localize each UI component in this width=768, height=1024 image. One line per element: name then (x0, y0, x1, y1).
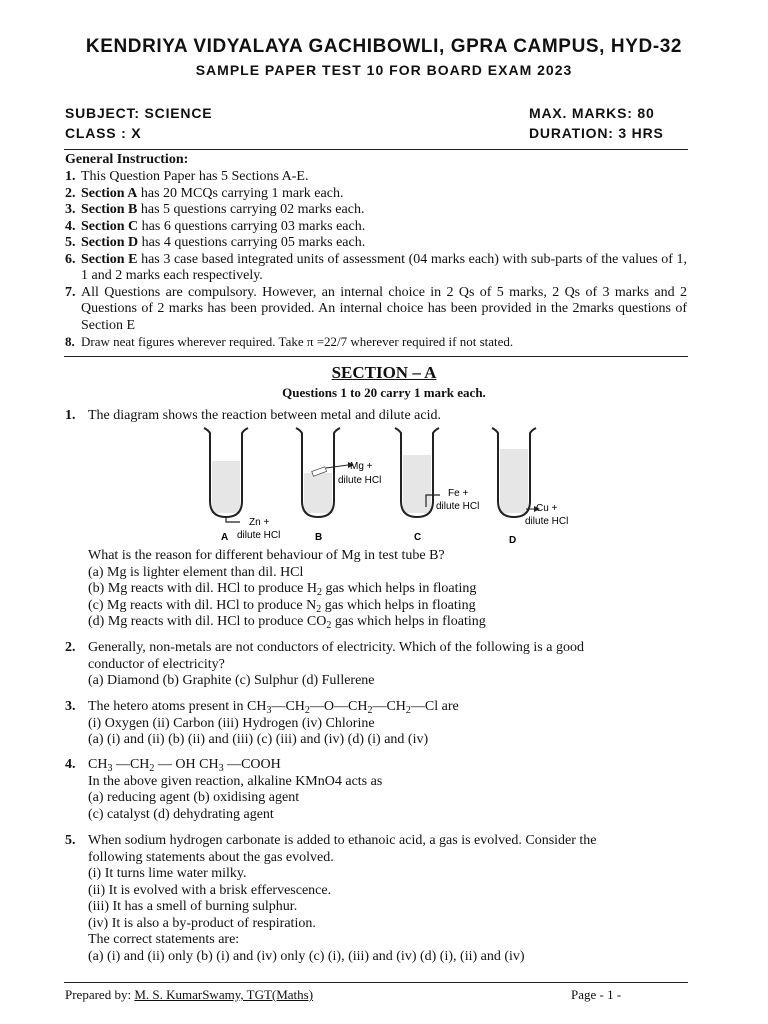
tube-d-label-2: dilute HCl (525, 516, 569, 527)
question-4: 4. $CH_3$ $—CH_2$ — OH $CH_3$ —COOH In the above given reaction, alkaline KMnO4 acts as (a) reducing agent (b) oxidising agent (c) catalyst (d) dehydrating agent (65, 757, 687, 823)
test-tube-b (296, 428, 381, 543)
section-subtitle: Questions 1 to 20 carry 1 mark each. (282, 385, 486, 400)
instruction-item: 5. Section D has 4 questions carrying 05 marks each. (65, 235, 366, 250)
instruction-item: 1. This Question Paper has 5 Sections A-E. (65, 169, 309, 184)
tube-a-label-2: dilute HCl (237, 530, 281, 541)
question-3-options: (a) (i) and (ii) (b) (ii) and (iii) (c) (iii) and (iv) (d) (i) and (iv) (88, 732, 429, 747)
question-2: 2. Generally, non-metals are not conductors of electricity. Which of the following is a good conductor of electricity? (a) Diamond (b) Graphite (c) Sulphur (d) Fullerene (65, 640, 687, 690)
tube-c-label-2: dilute HCl (436, 501, 480, 512)
subject-label: SUBJECT: SCIENCE (65, 105, 213, 121)
tube-c-letter: C (414, 532, 422, 543)
footer-prepared-by: Prepared by: M. S. KumarSwamy, TGT(Maths) (65, 987, 314, 1002)
question-3-stem: The hetero atoms present in $CH_3—CH_2—O—CH_2—CH_2—Cl$ are (88, 699, 459, 716)
instruction-item: 7. All Questions are compulsory. However, an internal choice in 2 Qs of 5 marks, 2 Qs of 3 marks and 2 Questions of 2 marks has been provided. An internal choice has been provided in the 2marks questions of Section E (65, 284, 687, 333)
instruction-item: 4. Section C has 6 questions carrying 03 marks each. (65, 218, 366, 234)
instruction-list (65, 169, 687, 351)
tube-d-label-1: Cu + (536, 503, 558, 514)
question-3: 3. The hetero atoms present in $CH_3—CH_2—O—CH_2—CH_2—Cl$ are (i) Oxygen (ii) Carbon (iii) Hydrogen (iv) Chlorine (a) (i) and (ii) (b) (ii) and (iii) (c) (iii) and (iv) (d) (i) and (iv) (65, 699, 687, 749)
test-tube-a (204, 428, 280, 543)
instruction-item: 2. Section A has 20 MCQs carrying 1 mark each. (65, 185, 344, 201)
instruction-item: 8. Draw neat figures wherever required. Take π =22/7 wherever required if not stated. (65, 334, 514, 349)
question-1-prompt: What is the reason for different behaviour of Mg in test tube B? (88, 548, 445, 563)
footer-author: M. S. KumarSwamy, TGT(Maths) (134, 987, 314, 1002)
tube-a-letter: A (221, 532, 229, 543)
option-c: (c) Mg reacts with dil. HCl to produce $N_2$ gas which helps in floating (88, 597, 476, 615)
tube-a-label-1: Zn + (249, 517, 270, 528)
question-4-reaction: $CH_3$ $—CH_2$ — OH $CH_3$ —COOH (88, 757, 281, 774)
tube-b-label-2: dilute HCl (338, 475, 382, 486)
question-1-stem: The diagram shows the reaction between metal and dilute acid. (88, 408, 441, 423)
tube-b-label-1: Mg + (350, 461, 373, 472)
footer-divider (64, 982, 688, 983)
test-tube-c (395, 428, 479, 543)
question-5: 5. When sodium hydrogen carbonate is added to ethanoic acid, a gas is evolved. Consider the following statements about the gas evolved. (i) It turns lime water milky. (ii) It is evolved with a brisk effervescence. (iii) It has a smell of burning sulphur. (iv) It is also a by-product of respiration. The correct statements are: (a) (i) and (ii) only (b) (i) and (iv) only (c) (i), (iii) and (iv) (d) (i), (ii) and (iv) (65, 833, 687, 965)
instruction-item: 6. Section E has 3 case based integrated units of assessment (04 marks each) with sub-parts of the values of 1, 1 and 2 marks each respectively. (65, 251, 688, 283)
header-divider (64, 149, 688, 150)
tube-b-letter: B (315, 532, 323, 543)
test-tube-diagram (190, 425, 610, 550)
question-5-options: (a) (i) and (ii) only (b) (i) and (iv) only (c) (i), (iii) and (iv) (d) (i), (ii) and (iv) (88, 948, 525, 964)
option-d: (d) Mg reacts with dil. HCl to produce $CO_2$ gas which helps in floating (88, 614, 486, 631)
footer-page-number: Page - 1 - (571, 987, 622, 1002)
question-1: 1. The diagram shows the reaction between metal and dilute acid. (65, 408, 687, 425)
question-2-options: (a) Diamond (b) Graphite (c) Sulphur (d) Fullerene (88, 673, 375, 688)
section-title: SECTION – A (331, 363, 437, 382)
max-marks-label: MAX. MARKS: 80 (529, 105, 655, 121)
option-b: (b) Mg reacts with dil. HCl to produce $H_2$ gas which helps in floating (88, 581, 477, 598)
class-label: CLASS : X (65, 125, 142, 141)
instruction-item: 3. Section B has 5 questions carrying 02 marks each. (65, 202, 365, 217)
duration-label: DURATION: 3 HRS (529, 125, 664, 141)
test-tube-d (492, 428, 568, 546)
school-name: KENDRIYA VIDYALAYA GACHIBOWLI, GPRA CAMPUS, HYD-32 (85, 36, 683, 57)
question-1-options (65, 548, 687, 631)
tube-c-label-1: Fe + (448, 488, 469, 499)
tube-d-letter: D (509, 535, 517, 546)
instruction-divider (64, 356, 688, 357)
test-title: SAMPLE PAPER TEST 10 FOR BOARD EXAM 2023 (195, 62, 573, 78)
option-a: (a) Mg is lighter element than dil. HCl (88, 564, 304, 580)
general-instruction-title: General Instruction: (65, 152, 189, 167)
